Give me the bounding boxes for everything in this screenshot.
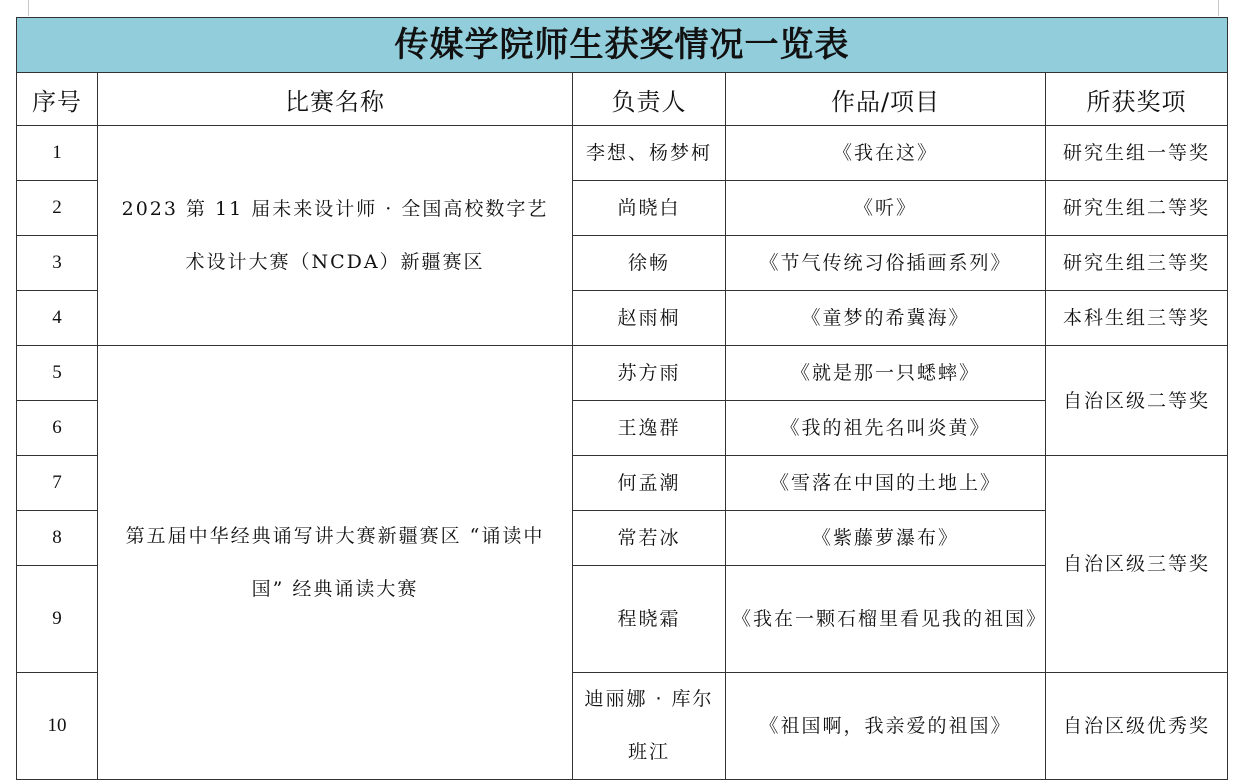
header-competition: 比赛名称 bbox=[98, 73, 573, 126]
row-work: 《祖国啊，我亲爱的祖国》 bbox=[726, 673, 1046, 780]
row-index: 4 bbox=[17, 291, 98, 346]
row-award: 本科生组三等奖 bbox=[1046, 291, 1228, 346]
row-work: 《就是那一只蟋蟀》 bbox=[726, 346, 1046, 401]
row-person: 迪丽娜 · 库尔班江 bbox=[573, 673, 726, 780]
competition-name: 2023 第 11 届未来设计师 · 全国高校数字艺术设计大赛（NCDA）新疆赛区 bbox=[98, 126, 573, 346]
row-index: 8 bbox=[17, 511, 98, 566]
row-award: 研究生组二等奖 bbox=[1046, 181, 1228, 236]
header-work: 作品/项目 bbox=[726, 73, 1046, 126]
row-index: 3 bbox=[17, 236, 98, 291]
row-person: 李想、杨梦柯 bbox=[573, 126, 726, 181]
title-row bbox=[17, 18, 1228, 73]
row-person: 苏方雨 bbox=[573, 346, 726, 401]
row-person: 常若冰 bbox=[573, 511, 726, 566]
row-work: 《我在这》 bbox=[726, 126, 1046, 181]
page-corner-mark-left bbox=[28, 0, 29, 16]
row-work: 《我的祖先名叫炎黄》 bbox=[726, 401, 1046, 456]
row-index: 6 bbox=[17, 401, 98, 456]
row-person: 程晓霜 bbox=[573, 566, 726, 673]
row-work: 《雪落在中国的土地上》 bbox=[726, 456, 1046, 511]
table-row bbox=[17, 126, 1228, 181]
row-work: 《我在一颗石榴里看见我的祖国》 bbox=[726, 566, 1046, 673]
row-award: 研究生组三等奖 bbox=[1046, 236, 1228, 291]
row-award: 自治区级二等奖 bbox=[1046, 346, 1228, 456]
row-award: 自治区级优秀奖 bbox=[1046, 673, 1228, 780]
table-row bbox=[17, 346, 1228, 401]
header-row bbox=[17, 73, 1228, 126]
row-index: 2 bbox=[17, 181, 98, 236]
row-person: 赵雨桐 bbox=[573, 291, 726, 346]
row-work: 《童梦的希冀海》 bbox=[726, 291, 1046, 346]
row-index: 10 bbox=[17, 673, 98, 780]
row-index: 1 bbox=[17, 126, 98, 181]
row-award: 自治区级三等奖 bbox=[1046, 456, 1228, 673]
competition-name: 第五届中华经典诵写讲大赛新疆赛区 “诵读中国” 经典诵读大赛 bbox=[98, 346, 573, 780]
table-title: 传媒学院师生获奖情况一览表 bbox=[17, 18, 1228, 73]
row-index: 7 bbox=[17, 456, 98, 511]
row-work: 《紫藤萝瀑布》 bbox=[726, 511, 1046, 566]
row-person: 徐畅 bbox=[573, 236, 726, 291]
row-award: 研究生组一等奖 bbox=[1046, 126, 1228, 181]
row-person: 何孟潮 bbox=[573, 456, 726, 511]
row-person: 尚晓白 bbox=[573, 181, 726, 236]
row-person: 王逸群 bbox=[573, 401, 726, 456]
header-person: 负责人 bbox=[573, 73, 726, 126]
row-work: 《节气传统习俗插画系列》 bbox=[726, 236, 1046, 291]
header-award: 所获奖项 bbox=[1046, 73, 1228, 126]
header-index: 序号 bbox=[17, 73, 98, 126]
row-work: 《听》 bbox=[726, 181, 1046, 236]
row-index: 5 bbox=[17, 346, 98, 401]
awards-table bbox=[16, 17, 1228, 780]
row-index: 9 bbox=[17, 566, 98, 673]
page-corner-mark-right bbox=[1218, 0, 1219, 16]
